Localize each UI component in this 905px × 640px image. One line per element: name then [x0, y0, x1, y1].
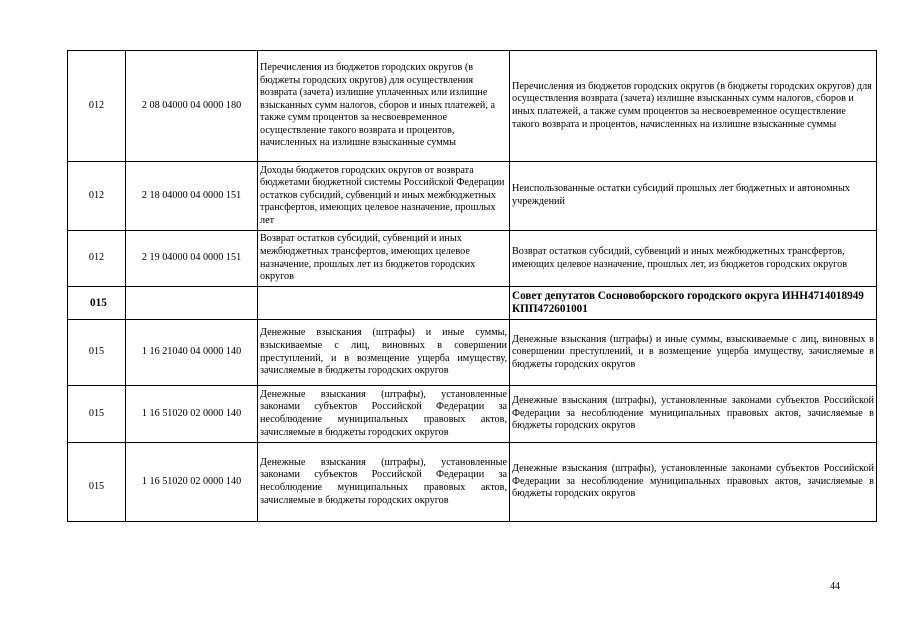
table-row — [68, 162, 877, 231]
table-row — [68, 320, 877, 386]
old-name-cell: Доходы бюджетов городских округов от возврата бюджетами бюджетной системы Российской Федерации остатков субсидий, субвенций и иных межбюджетных трансфертов, имеющих целевое назначение, прошлых лет — [258, 162, 510, 231]
table-row — [68, 231, 877, 287]
old-name-cell: Перечисления из бюджетов городских округов (в бюджеты городских округов) для осуществления возврата (зачета) излишне уплаченных или излишне взысканных сумм налогов, сборов и иных платежей, а также сумм процентов за несвоевременное осуществление такого возврата и процентов, начисленных на излишне взысканные суммы — [258, 51, 510, 162]
new-name-cell: Денежные взыскания (штрафы) и иные суммы, взыскиваемые с лиц, виновных в совершении преступлений, и в возмещение ущерба имуществу, зачисляемые в бюджеты городских округов — [510, 320, 877, 386]
old-name-cell: Денежные взыскания (штрафы), установленные законами субъектов Российской Федерации за несоблюдение муниципальных правовых актов, зачисляемые в бюджеты городских округов — [258, 386, 510, 443]
new-name-cell: Денежные взыскания (штрафы), установленные законами субъектов Российской Федерации за несоблюдение муниципальных правовых актов, зачисляемые в бюджеты городских округов — [510, 386, 877, 443]
budget-code-cell: 1 16 51020 02 0000 140 — [126, 443, 258, 522]
old-name-cell — [258, 287, 510, 320]
new-name-cell: Неиспользованные остатки субсидий прошлых лет бюджетных и автономных учреждений — [510, 162, 877, 231]
organization-name-cell: Совет депутатов Сосновоборского городского округа ИНН4714018949 КПП472601001 — [510, 287, 877, 320]
old-name-cell: Возврат остатков субсидий, субвенций и иных межбюджетных трансфертов, имеющих целевое назначение, прошлых лет из бюджетов городских округов — [258, 231, 510, 287]
admin-code-cell: 012 — [68, 51, 126, 162]
new-name-cell: Денежные взыскания (штрафы), установленные законами субъектов Российской Федерации за несоблюдение муниципальных правовых актов, зачисляемые в бюджеты городских округов — [510, 443, 877, 522]
table-row — [68, 443, 877, 522]
page-number: 44 — [830, 581, 840, 592]
budget-codes-table — [67, 50, 877, 522]
old-name-cell: Денежные взыскания (штрафы), установленные законами субъектов Российской Федерации за несоблюдение муниципальных правовых актов, зачисляемые в бюджеты городских округов — [258, 443, 510, 522]
table-row — [68, 386, 877, 443]
admin-code-cell: 015 — [68, 320, 126, 386]
budget-code-cell: 2 19 04000 04 0000 151 — [126, 231, 258, 287]
admin-code-cell: 015 — [68, 443, 126, 522]
budget-code-cell: 2 18 04000 04 0000 151 — [126, 162, 258, 231]
budget-code-cell: 2 08 04000 04 0000 180 — [126, 51, 258, 162]
new-name-cell: Перечисления из бюджетов городских округов (в бюджеты городских округов) для осуществления возврата (зачета) излишне взысканных сумм налогов, сборов и иных платежей, а также сумм процентов за несвоевременное осуществление такого возврата и процентов, начисленных на излишне взысканные суммы — [510, 51, 877, 162]
old-name-cell: Денежные взыскания (штрафы) и иные суммы, взыскиваемые с лиц, виновных в совершении преступлений, и в возмещение ущерба имуществу, зачисляемые в бюджеты городских округов — [258, 320, 510, 386]
budget-code-cell: 1 16 21040 04 0000 140 — [126, 320, 258, 386]
admin-code-cell: 015 — [68, 287, 126, 320]
admin-code-cell: 012 — [68, 231, 126, 287]
table-row — [68, 51, 877, 162]
admin-code-cell: 015 — [68, 386, 126, 443]
budget-code-cell — [126, 287, 258, 320]
table-row-section-header — [68, 287, 877, 320]
new-name-cell: Возврат остатков субсидий, субвенций и иных межбюджетных трансфертов, имеющих целевое назначение, прошлых лет, из бюджетов городских округов — [510, 231, 877, 287]
budget-code-cell: 1 16 51020 02 0000 140 — [126, 386, 258, 443]
admin-code-cell: 012 — [68, 162, 126, 231]
